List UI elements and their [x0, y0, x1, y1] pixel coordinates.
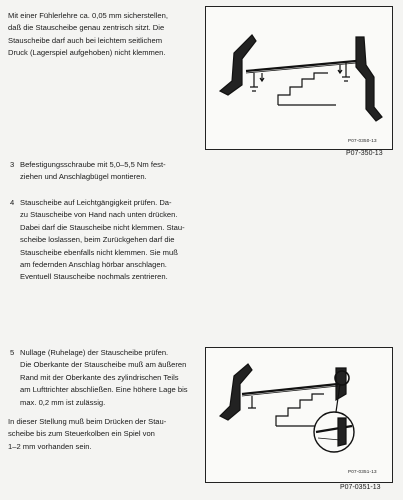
intro-paragraph	[8, 10, 168, 60]
step-number: 3	[10, 160, 15, 169]
text-line: max. 0,2 mm ist zulässig.	[20, 397, 106, 407]
text-line: Rand mit der Oberkante des zylindrischen Teils	[20, 372, 179, 382]
text-line: Eventuell Stauscheibe nochmals zentrieren.	[20, 272, 168, 282]
text-line: am federnden Anschlag hörbar anschlagen.	[20, 260, 167, 270]
step-5-paragraph	[10, 347, 188, 409]
text-line: scheibe bis zum Steuerkolben ein Spiel von	[8, 429, 155, 439]
text-line: In dieser Stellung muß beim Drücken der Stau-	[8, 417, 167, 426]
text-line: daß die Stauscheibe genau zentrisch sitzt. Die	[8, 23, 165, 33]
figure-2-drawing	[206, 348, 392, 482]
figure-1-frame	[205, 6, 393, 150]
text-line: Dabei darf die Stauscheibe nicht klemmen. Stau-	[20, 222, 185, 232]
figure-1-caption: P07-350-13	[346, 150, 383, 157]
figure-1-drawing	[206, 7, 392, 149]
text-line: Stauscheibe auf Leichtgängigkeit prüfen. Da-	[20, 198, 172, 207]
step-5-note-paragraph	[8, 416, 166, 453]
text-line: Druck (Lagerspiel aufgehoben) nicht klemmen.	[8, 48, 166, 58]
text-line: am Lufttrichter abschließen. Eine höhere Lage bis	[20, 385, 188, 395]
step-4-paragraph	[10, 197, 185, 284]
step-number: 5	[10, 348, 15, 357]
text-line: Nullage (Ruhelage) der Stauscheibe prüfen.	[20, 348, 169, 357]
text-line: Stauscheibe ebenfalls nicht klemmen. Sie muß	[20, 247, 178, 257]
step-number: 4	[10, 198, 15, 207]
step-3-paragraph	[10, 159, 166, 184]
figure-2-caption: P07-0351-13	[340, 484, 381, 491]
text-line: Befestigungsschraube mit 5,0–5,5 Nm fest-	[20, 160, 166, 169]
figure-1-code: P07-0350-13	[348, 138, 377, 143]
text-line: 1–2 mm vorhanden sein.	[8, 441, 92, 451]
text-line: Stauscheibe darf auch bei leichtem seitlichem	[8, 35, 163, 45]
figure-2-code: P07-0351-13	[348, 469, 377, 474]
figure-2-frame	[205, 347, 393, 483]
text-line: Mit einer Fühlerlehre ca. 0,05 mm sicherstellen,	[8, 11, 168, 20]
text-line: scheibe loslassen, beim Zurückgehen darf die	[20, 235, 175, 245]
text-line: Die Oberkante der Stauscheibe muß am äußeren	[20, 360, 187, 370]
text-line: ziehen und Anschlagbügel montieren.	[20, 172, 147, 182]
text-line: zu Stauscheibe von Hand nach unten drücken.	[20, 210, 178, 220]
